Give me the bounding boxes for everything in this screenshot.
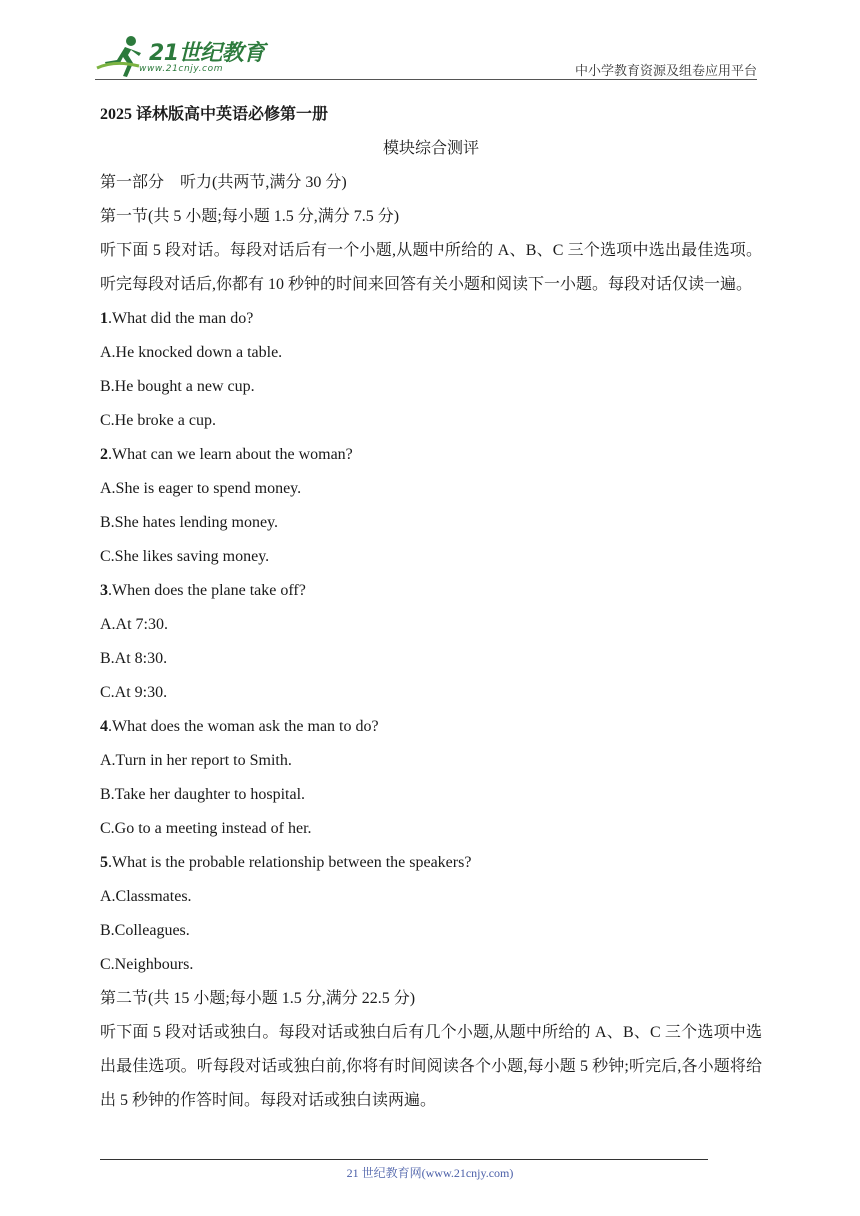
section2-heading: 第二节(共 15 小题;每小题 1.5 分,满分 22.5 分): [100, 990, 416, 1007]
option-c: C.He broke a cup.: [100, 412, 216, 429]
document-body: [100, 98, 762, 1118]
logo: [95, 34, 265, 76]
option-a: A.Turn in her report to Smith.: [100, 752, 292, 769]
header-platform-text: 中小学教育资源及组卷应用平台: [574, 63, 757, 78]
part1-heading: 第一部分 听力(共两节,满分 30 分): [100, 174, 347, 191]
question-number: 2: [100, 446, 108, 463]
option-b: B.She hates lending money.: [100, 514, 279, 531]
option-b: B.He bought a new cup.: [100, 378, 255, 395]
question-text: .When does the plane take off?: [108, 582, 306, 599]
logo-url: www.21cnjy.com: [139, 64, 224, 74]
question-5: [100, 846, 762, 982]
question-number: 5: [100, 854, 108, 871]
question-4: [100, 710, 762, 846]
test-title: 模块综合测评: [382, 140, 479, 157]
option-a: A.He knocked down a table.: [100, 344, 283, 361]
question-1: [100, 302, 762, 438]
section1-instructions: 听下面 5 段对话。每段对话后有一个小题,从题中所给的 A、B、C 三个选项中选出最佳选项。听完每段对话后,你都有 10 秒钟的时间来回答有关小题和阅读下一小题。每段对话仅读一遍。: [100, 242, 762, 293]
option-c: C.Neighbours.: [100, 956, 194, 973]
option-c: C.At 9:30.: [100, 684, 168, 701]
question-stem: [100, 438, 762, 472]
logo-text: 21世纪教育: [149, 41, 265, 66]
book-title: 2025 译林版高中英语必修第一册: [100, 106, 329, 123]
header-divider: [95, 79, 757, 80]
question-number: 1: [100, 310, 108, 327]
question-number: 3: [100, 582, 108, 599]
question-2: [100, 438, 762, 574]
footer-divider: [100, 1159, 708, 1160]
question-text: .What can we learn about the woman?: [108, 446, 353, 463]
footer-link[interactable]: 21 世纪教育网(www.21cnjy.com): [346, 1166, 514, 1180]
question-stem: [100, 846, 762, 880]
question-text: .What is the probable relationship between the speakers?: [108, 854, 472, 871]
question-text: .What did the man do?: [108, 310, 254, 327]
question-stem: [100, 574, 762, 608]
page-header: [95, 30, 757, 80]
question-stem: [100, 710, 762, 744]
question-text: .What does the woman ask the man to do?: [108, 718, 379, 735]
option-b: B.At 8:30.: [100, 650, 168, 667]
option-c: C.Go to a meeting instead of her.: [100, 820, 312, 837]
question-stem: [100, 302, 762, 336]
option-b: B.Colleagues.: [100, 922, 190, 939]
question-3: [100, 574, 762, 710]
option-a: A.Classmates.: [100, 888, 192, 905]
question-number: 4: [100, 718, 108, 735]
option-b: B.Take her daughter to hospital.: [100, 786, 306, 803]
option-a: A.She is eager to spend money.: [100, 480, 302, 497]
section1-heading: 第一节(共 5 小题;每小题 1.5 分,满分 7.5 分): [100, 208, 400, 225]
section2-instructions: 听下面 5 段对话或独白。每段对话或独白后有几个小题,从题中所给的 A、B、C 三个选项中选出最佳选项。听每段对话或独白前,你将有时间阅读各个小题,每小题 5 秒钟;听完后,各小题将给出 5 秒钟的作答时间。每段对话或独白读两遍。: [100, 1024, 762, 1109]
option-a: A.At 7:30.: [100, 616, 168, 633]
option-c: C.She likes saving money.: [100, 548, 270, 565]
